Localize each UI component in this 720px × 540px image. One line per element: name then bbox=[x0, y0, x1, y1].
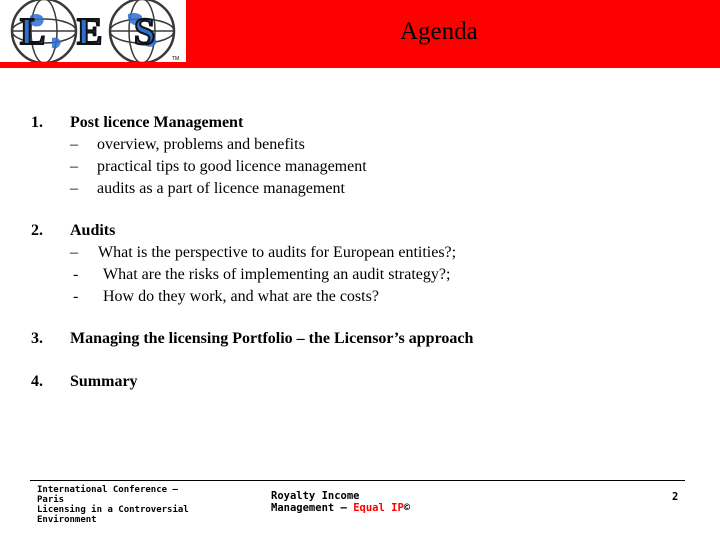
agenda-heading: Summary bbox=[70, 373, 138, 390]
subitem-text: How do they work, and what are the costs? bbox=[103, 288, 379, 305]
agenda-heading: Post licence Management bbox=[70, 114, 244, 131]
footer-conference bbox=[37, 485, 189, 525]
agenda-number: 3. bbox=[31, 330, 43, 347]
subitem-text: What are the risks of implementing an audit strategy?; bbox=[103, 266, 451, 283]
subitem-text: What is the perspective to audits for European entities?; bbox=[98, 244, 457, 261]
hyphen-marker: - bbox=[73, 288, 79, 305]
page-number: 2 bbox=[672, 491, 679, 503]
footer-copyright: © bbox=[403, 502, 411, 514]
footer-middle-line1: Royalty Income bbox=[271, 490, 360, 502]
footer-brand: Equal IP bbox=[353, 502, 404, 514]
page-title: Agenda bbox=[400, 18, 478, 45]
footer-middle-prefix: Management – bbox=[271, 502, 354, 514]
subitem-text: overview, problems and benefits bbox=[97, 136, 305, 153]
dash-marker: – bbox=[70, 244, 78, 261]
footer-left-line: Licensing in a Controversial bbox=[37, 505, 189, 515]
agenda-number: 1. bbox=[31, 114, 43, 131]
dash-marker: – bbox=[70, 180, 78, 197]
footer-divider bbox=[30, 480, 685, 481]
logo-trademark: TM bbox=[172, 56, 180, 62]
dash-marker: – bbox=[70, 158, 78, 175]
agenda-number: 2. bbox=[31, 222, 43, 239]
logo-letter-l: L bbox=[20, 11, 46, 53]
dash-marker: – bbox=[70, 136, 78, 153]
footer-middle-line2 bbox=[271, 502, 410, 514]
subitem-text: practical tips to good licence management bbox=[97, 158, 367, 175]
agenda-heading: Audits bbox=[70, 222, 116, 239]
footer-left-line: Paris bbox=[37, 495, 65, 505]
logo-letter-s: S bbox=[134, 11, 156, 53]
globe-logo-icon bbox=[0, 0, 186, 62]
subitem-text: audits as a part of licence management bbox=[97, 180, 345, 197]
logo-letter-e: E bbox=[77, 11, 103, 53]
les-logo bbox=[0, 0, 186, 62]
footer-left-line: Environment bbox=[37, 515, 97, 525]
header-bar bbox=[0, 0, 720, 68]
footer-left-line: International Conference – bbox=[37, 485, 178, 495]
hyphen-marker: - bbox=[73, 266, 79, 283]
agenda-number: 4. bbox=[31, 373, 43, 390]
agenda-heading: Managing the licensing Portfolio – the Licensor’s approach bbox=[70, 330, 474, 347]
footer-presenter bbox=[271, 490, 410, 514]
